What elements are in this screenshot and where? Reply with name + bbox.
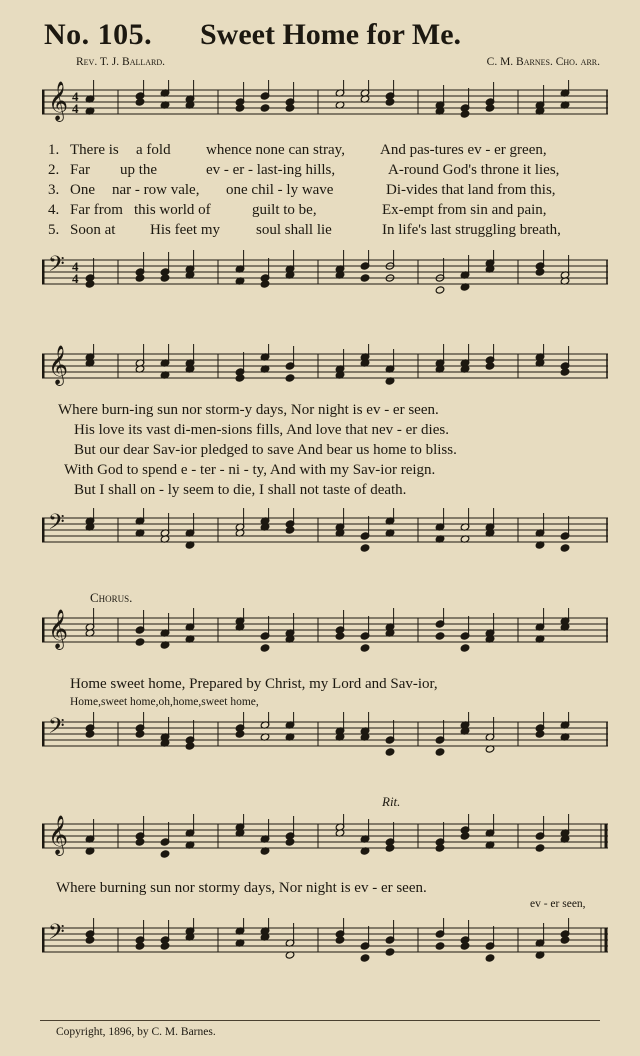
verse-2-words-d: A-round God's throne it lies, [388, 162, 560, 178]
time-signature-top: 4 [72, 89, 79, 104]
music-staff-svg [42, 608, 608, 668]
treble-clef-icon: 𝄞 [48, 815, 69, 855]
verse-1-words-b: a fold [136, 142, 171, 158]
note-head [485, 954, 495, 962]
music-staff-svg [42, 250, 608, 310]
music-staff-svg [42, 918, 608, 978]
note-head [135, 638, 145, 646]
verse-2-words-b: up the [120, 162, 158, 178]
verse-1-words-d: And pas-tures ev - er green, [380, 142, 547, 158]
staff-system1-treble [42, 80, 608, 140]
verse-4-words-c: guilt to be, [252, 202, 317, 218]
hymn-header [40, 16, 620, 52]
verse-5-second-line: But I shall on - ly seem to die, I shall not taste of death. [74, 482, 407, 498]
staff-system2-treble [42, 344, 608, 404]
verse-1-second-line: Where burn-ing sun nor storm-y days, Nor night is ev - er seen. [58, 402, 439, 418]
verse-2-words-c: ev - er - last-ing hills, [206, 162, 336, 178]
music-staff-svg [42, 712, 608, 772]
verse-5-words-a: Soon at [70, 222, 116, 238]
verse-5-number: 5. [48, 222, 60, 238]
copyright: Copyright, 1896, by C. M. Barnes. [56, 1026, 216, 1038]
verse-4-number: 4. [48, 202, 60, 218]
note-head [360, 544, 370, 552]
verse-3-number: 3. [48, 182, 60, 198]
note-head [460, 644, 470, 652]
time-signature-bottom: 4 [72, 271, 79, 286]
treble-clef-icon: 𝄞 [48, 81, 69, 121]
note-head [360, 954, 370, 962]
chorus-line1: Home sweet home, Prepared by Christ, my Lord and Sav-ior, [70, 676, 438, 692]
staff-system3-bass [42, 712, 608, 772]
staff-system1-bass [42, 250, 608, 310]
note-head [535, 844, 545, 852]
music-staff-svg [42, 344, 608, 404]
verse-3-words-d: Di-vides that land from this, [386, 182, 556, 198]
verse-3-words-c: one chil - ly wave [226, 182, 334, 198]
note-head [260, 104, 270, 112]
note-head [385, 948, 395, 956]
note-head [360, 274, 370, 282]
treble-clef-icon: 𝄞 [48, 609, 69, 649]
verse-4-words-a: Far from [70, 202, 123, 218]
verse-1-words-c: whence none can stray, [206, 142, 345, 158]
chorus-line2: Where burning sun nor stormy days, Nor night is ev - er seen. [56, 880, 427, 896]
note-head [260, 644, 270, 652]
bass-clef-icon: 𝄢 [48, 510, 65, 540]
chorus-label: Chorus. [90, 590, 133, 605]
note-head [435, 632, 445, 640]
note-head [435, 286, 445, 294]
note-head [360, 644, 370, 652]
treble-clef-icon: 𝄞 [48, 345, 69, 385]
verse-3-second-line: But our dear Sav-ior pledged to save And bear us home to bliss. [74, 442, 457, 458]
music-staff-svg [42, 814, 608, 874]
verse-2-words-a: Far [70, 162, 90, 178]
note-head [435, 748, 445, 756]
time-signature-top: 4 [72, 259, 79, 274]
verse-2-second-line: His love its vast di-men-sions fills, And love that nev - er dies. [74, 422, 449, 438]
music-staff-svg [42, 80, 608, 140]
note-head [285, 374, 295, 382]
note-head [560, 544, 570, 552]
verse-5-words-d: In life's last struggling breath, [382, 222, 561, 238]
staff-system2-bass [42, 508, 608, 568]
verse-4-words-b: this world of [134, 202, 211, 218]
time-signature-bottom: 4 [72, 101, 79, 116]
verse-4-words-d: Ex-empt from sin and pain, [382, 202, 547, 218]
music-credit: C. M. Barnes. Cho. arr. [486, 56, 600, 68]
note-head [435, 942, 445, 950]
verse-5-words-c: soul shall lie [256, 222, 332, 238]
footer-rule [40, 1020, 600, 1021]
bass-clef-icon: 𝄢 [48, 252, 65, 282]
verse-2-number: 2. [48, 162, 60, 178]
verse-5-words-b: His feet my [150, 222, 220, 238]
music-staff-svg [42, 508, 608, 568]
verse-1-number: 1. [48, 142, 60, 158]
credits [40, 56, 600, 72]
words-credit: Rev. T. J. Ballard. [76, 56, 166, 68]
bass-clef-icon: 𝄢 [48, 714, 65, 744]
hymn-number: No. 105. [44, 18, 153, 51]
chorus-line2-bass: ev - er seen, [530, 898, 586, 910]
staff-system4-treble [42, 814, 608, 874]
ritardando-marking: Rit. [382, 794, 401, 809]
hymn-title: Sweet Home for Me. [200, 18, 462, 51]
staff-system4-bass [42, 918, 608, 978]
verse-4-second-line: With God to spend e - ter - ni - ty, And with my Sav-ior reign. [64, 462, 436, 478]
verse-3-words-a: One [70, 182, 95, 198]
note-head [160, 850, 170, 858]
staff-system3-treble [42, 608, 608, 668]
bass-clef-icon: 𝄢 [48, 920, 65, 950]
chorus-line1-bass: Home,sweet home,oh,home,sweet home, [70, 696, 259, 708]
verse-3-words-b: nar - row vale, [112, 182, 200, 198]
verse-1-words-a: There is [70, 142, 119, 158]
note-head [385, 748, 395, 756]
